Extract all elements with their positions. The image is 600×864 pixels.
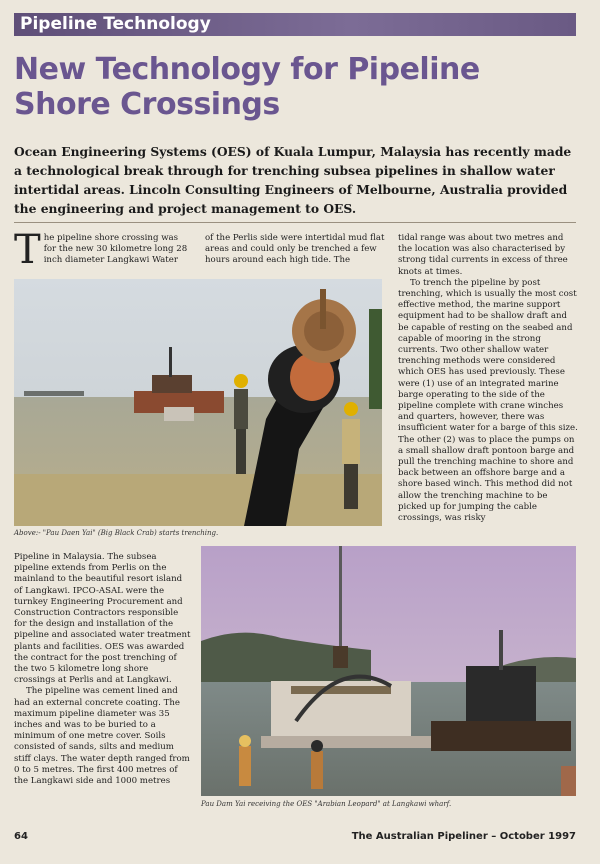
section-header: Pipeline Technology: [14, 13, 576, 36]
column-1-bottom-paragraph: The pipeline was cement lined and had an external concrete coating. The maximum pipeline diameter was 35 inches and was to be buried to a minimum of one metre cover. Soils consisted of sands, silts and medium stiff clays. The water depth ranged from 0 to 5 metres. The first 400 metres of the Langkawi side and 1000 metres: [14, 686, 190, 787]
article-title: [14, 52, 574, 122]
photo-langkawi-wharf: [201, 546, 576, 796]
photo-trenching-machine: [14, 279, 382, 526]
column-1-top: [14, 227, 192, 273]
column-1-top-paragraph: [14, 227, 192, 273]
column-3-paragraph: To trench the pipeline by post trenching, which is usually the most cost effective method, the marine support equipment had to be shallow draft and be capable of resting on the seabed and capable of mooring in the strong currents. Two other shallow water trenching methods were considered which OES has used previously. These were (1) use of an integrated marine barge operating to the side of the pipeline complete with crane winches and quarters, however, there was insufficient water for a barge of this size. The other (2) was to place the pumps on a small shallow draft pontoon barge and pull the trenching machine to shore and back between an offshore barge and a shore based winch. This method did not allow the trenching machine to be picked up for jumping the cable crossings, was risky: [398, 277, 578, 524]
page-number: 64: [14, 831, 28, 842]
publication-footer: The Australian Pipeliner – October 1997: [351, 831, 576, 842]
column-1-bottom-paragraph: Pipeline in Malaysia. The subsea pipeline extends from Perlis on the mainland to the beautiful resort island of Langkawi. IPCO-ASAL were the turnkey Engineering Procurement and Construction Contractors responsible for the design and installation of the pipeline and associated water treatment plants and facilities. OES was awarded the contract for the post trenching of the two 5 kilometre long shore crossings at Perlis and at Langkawi.: [14, 552, 191, 686]
drop-cap: T: [14, 227, 41, 273]
divider: [14, 222, 576, 223]
title-line-1: New Technology for Pipeline: [14, 52, 480, 87]
column-1-top-text: he pipeline shore crossing was for the new 30 kilometre long 28 inch diameter Langkawi Water: [43, 233, 188, 266]
photo-1-caption: Above:- "Pau Daen Yai" (Big Black Crab) starts trenching.: [14, 529, 219, 537]
photo-trenching-machine-image: [14, 279, 382, 526]
photo-langkawi-wharf-image: [201, 546, 576, 796]
lead-paragraph: Ocean Engineering Systems (OES) of Kuala Lumpur, Malaysia has recently made a technological break through for trenching subsea pipelines in shallow water intertidal areas. Lincoln Consulting Engineers of Melbourne, Australia provided the engineering and project management to OES.: [14, 144, 572, 216]
column-2-top-text: of the Perlis side were intertidal mud flat areas and could only be trenched a few hours around each high tide. The: [205, 233, 385, 266]
column-3: [398, 233, 578, 524]
title-line-2: Shore Crossings: [14, 87, 280, 122]
column-1-bottom: [14, 552, 192, 787]
column-2-top: [205, 233, 385, 267]
photo-2-caption: Pau Dam Yai receiving the OES "Arabian Leopard" at Langkawi wharf.: [201, 800, 452, 808]
column-3-paragraph: tidal range was about two metres and the location was also characterised by strong tidal currents in excess of three knots at times.: [398, 233, 568, 277]
